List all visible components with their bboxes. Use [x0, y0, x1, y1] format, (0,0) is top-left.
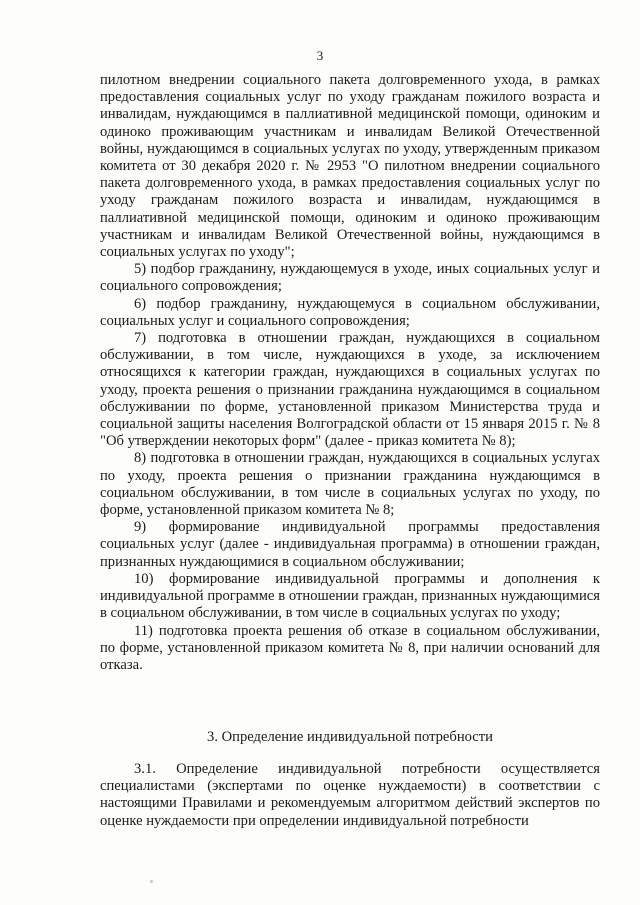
- page-number: 3: [316, 48, 324, 63]
- body-text: [100, 72, 600, 674]
- paragraph-item-11: 11) подготовка проекта решения об отказе в социальном обслуживании, по форме, установленной приказом комитета № 8, при наличии оснований для отказа.: [100, 622, 600, 673]
- paragraph-item-10: 10) формирование индивидуальной программы и дополнения к индивидуальной программе в отношении граждан, признанных нуждающимися в социальном обслуживании, в том числе в социальных услугах по уходу;: [100, 570, 600, 622]
- paragraph-continuation: пилотном внедрении социального пакета долговременного ухода, в рамках предоставления социальных услуг по уходу гражданам пожилого возраста и инвалидам, нуждающимся в паллиативной медицинской помощи, одиноким и одиноко проживающим участникам и инвалидам Великой Отечественной войны, нуждающимся в социальных услугах по уходу, утвержденным приказом комитета от 30 декабря 2020 г. № 2953 "О пилотном внедрении социального пакета долговременного ухода, в рамках предоставления социальных услуг по уходу гражданам пожилого возраста и инвалидам, нуждающимся в паллиативной медицинской помощи, одиноким и одиноко проживающим участникам и инвалидам Великой Отечественной войны, нуждающимся в социальных услугах по уходу";: [100, 72, 600, 261]
- paragraph-item-6: 6) подбор гражданину, нуждающемуся в социальном обслуживании, социальных услуг и социального сопровождения;: [100, 295, 600, 329]
- paragraph-item-9: 9) формирование индивидуальной программы предоставления социальных услуг (далее - индивидуальная программа) в отношении граждан, признанных нуждающимися в социальном обслуживании;: [100, 519, 600, 570]
- section-heading: 3. Определение индивидуальной потребности: [207, 729, 493, 745]
- paragraph-item-8: 8) подготовка в отношении граждан, нуждающихся в социальных услугах по уходу, проекта решения о признании гражданина нуждающимся в социальном обслуживании, в том числе в социальных услугах по уходу, по форме, установленной приказом комитета № 8;: [100, 450, 600, 519]
- section-text: [100, 761, 600, 830]
- scan-speck: [150, 880, 153, 883]
- paragraph-item-5: 5) подбор гражданину, нуждающемуся в уходе, иных социальных услуг и социального сопровождения;: [100, 261, 600, 295]
- paragraph-item-7: 7) подготовка в отношении граждан, нуждающихся в социальном обслуживании, в том числе, нуждающихся в уходе, за исключением относящихся к категории граждан, нуждающихся в социальных услугах по уходу, проекта решения о признании гражданина нуждающимся в социальном обслуживании по форме, установленной приказом Министерства труда и социальной защиты населения Волгоградской области от 15 января 2015 г. № 8 "Об утверждении некоторых форм" (далее - приказ комитета № 8);: [100, 330, 600, 450]
- paragraph-3-1: 3.1. Определение индивидуальной потребности осуществляется специалистами (экспертами по оценке нуждаемости) в соответствии с настоящими Правилами и рекомендуемым алгоритмом действий экспертов по оценке нуждаемости при определении индивидуальной потребности: [100, 761, 600, 829]
